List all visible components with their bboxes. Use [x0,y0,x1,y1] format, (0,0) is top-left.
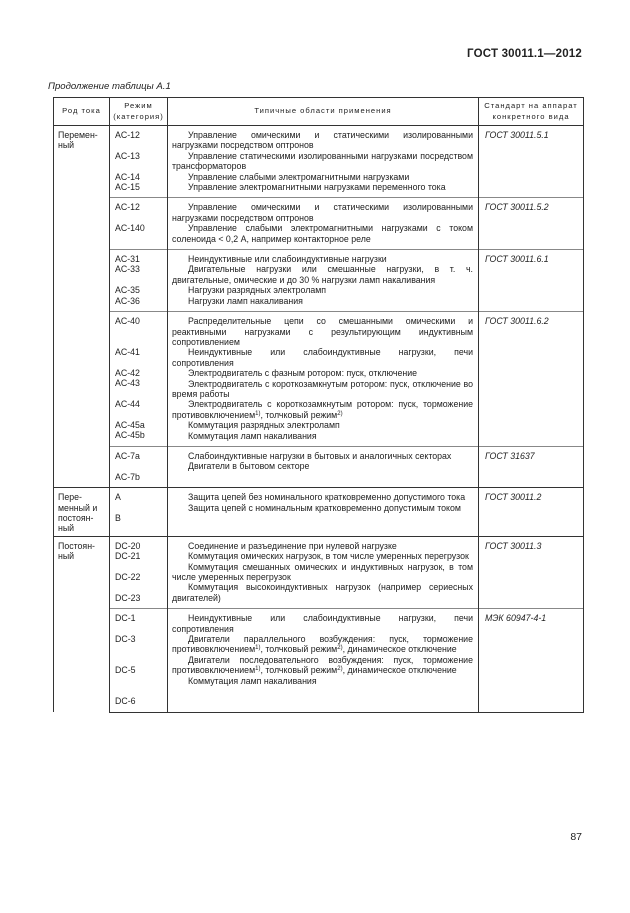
application-text: Двигатели в бытовом секторе [188,461,310,472]
category-code: DC-21 [115,551,141,562]
application-text: Управление омическими и статическими изолированными нагрузками посредством оптронов [172,202,473,223]
application-text: Неиндуктивные или слабоиндуктивные нагрузки [188,254,387,265]
category-spacer [115,326,164,336]
application-text: Электродвигатель с фазным ротором: пуск, отключение [188,368,418,379]
application-text: Неиндуктивные или слабоиндуктивные нагрузки, печи сопротивления [172,613,473,634]
application-cell [168,609,479,713]
category-spacer [115,655,164,665]
category-cell [110,609,168,713]
table-row [54,126,584,198]
standard-cell: ГОСТ 31637 [479,446,584,487]
category-spacer [115,410,164,420]
application-text: Неиндуктивные или слабоиндуктивные нагрузки, печи сопротивления [172,347,473,368]
footnote-mark: 2) [337,666,343,673]
category-code: AC-31 [115,254,140,265]
current-type-ac: Перемен- ный [54,126,110,488]
application-text-part: , толчковый режим [260,665,338,676]
category-code: AC-42 [115,368,140,379]
application-text: Коммутация смешанных омических и индуктивных нагрузок, в том числе умеренных перегрузок [172,561,473,582]
category-spacer [115,644,164,654]
category-code: AC-13 [115,150,140,161]
category-cell [110,488,168,537]
application-text: Нагрузки ламп накаливания [188,295,303,306]
application-text: Управление статическими изолированными нагрузками посредством трансформаторов [172,150,473,172]
application-text-part: , динамическое отключение [342,644,457,655]
category-code: AC-140 [115,223,145,234]
table-header-row [54,98,584,126]
application-text: Коммутация разрядных электроламп [188,420,340,431]
category-spacer [115,389,164,399]
category-spacer [115,161,164,171]
category-spacer [115,337,164,347]
application-text-part: , динамическое отключение [342,665,457,676]
application-text [172,655,473,676]
application-text: Управление слабыми электромагнитными нагрузками [188,171,410,182]
category-spacer [115,686,164,696]
application-text-part: , толчковый режим [260,409,338,420]
category-code: A [115,492,121,503]
standard-cell: МЭК 60947-4-1 [479,609,584,713]
table-row [54,488,584,537]
application-text: Коммутация высокоиндуктивных нагрузок (например сериесных двигателей) [172,582,473,603]
category-spacer [115,624,164,634]
table-row [54,250,584,312]
category-code: B [115,512,121,523]
category-cell [110,126,168,198]
application-text [172,399,473,420]
current-type-dc: Постоян- ный [54,536,110,712]
category-code: AC-33 [115,264,140,275]
category-code: AC-44 [115,399,140,410]
category-code: DC-6 [115,696,136,707]
category-cell [110,250,168,312]
standard-cell: ГОСТ 30011.5.2 [479,198,584,250]
category-code: AC-12 [115,130,140,140]
category-code: AC-41 [115,347,140,358]
table-row [54,198,584,250]
category-spacer [115,503,164,513]
application-text: Управление слабыми электромагнитными нагрузками с током соленоида < 0,2 А, например контакторное реле [172,223,473,244]
application-text: Электродвигатель с короткозамкнутым ротором: пуск, отключение во время работы [172,378,473,399]
application-cell [168,536,479,608]
application-text: Защита цепей без номинального кратковременно допустимого тока [188,492,466,503]
table-row [54,312,584,447]
footnote-mark: 2) [337,645,343,652]
category-code: DC-5 [115,665,136,676]
application-text-part: , толчковый режим [260,644,338,655]
application-text-part: Электродвигатель с короткозамкнутым ротором: пуск, торможение противовключением [172,399,473,420]
category-spacer [115,461,164,471]
application-cell [168,446,479,487]
table-row [54,609,584,713]
table-row [54,536,584,608]
standard-cell: ГОСТ 30011.3 [479,536,584,608]
category-code: AC-35 [115,285,140,296]
category-cell [110,198,168,250]
category-code: DC-1 [115,613,136,624]
application-text-part: Двигатели последовательного возбуждения: пуск, торможение противовключением [172,654,473,676]
application-cell [168,488,479,537]
application-cell [168,198,479,250]
application-text: Коммутация ламп накаливания [188,430,317,441]
application-text: Управление омическими и статическими изолированными нагрузками посредством оптронов [172,130,473,151]
category-code: AC-12 [115,202,140,213]
category-code: DC-22 [115,571,141,582]
footnote-mark: 1) [255,666,261,673]
application-text: Двигательные нагрузки или смешанные нагрузки, в т. ч. двигательные, омические и до 30 % нагрузки ламп накаливания [172,264,473,285]
application-text: Коммутация омических нагрузок, в том числе умеренных перегрузок [188,551,469,562]
application-cell [168,126,479,198]
application-text: Распределительные цепи со смешанными омическими и реактивными нагрузками с результирующим индуктивным сопротивлением [172,316,473,347]
category-spacer [115,676,164,686]
category-spacer [115,358,164,368]
application-text: Слабоиндуктивные нагрузки в бытовых и аналогичных секторах [188,450,452,461]
standard-cell: ГОСТ 30011.5.1 [479,126,584,198]
page-number: 87 [570,831,582,843]
category-code: AC-14 [115,171,140,182]
category-cell [110,312,168,447]
utilization-categories-table [53,97,584,713]
application-text: Управление электромагнитными нагрузками переменного тока [188,182,446,193]
category-cell [110,446,168,487]
application-text: Нагрузки разрядных электроламп [188,285,327,296]
application-text [172,634,473,655]
application-text-part: Двигатели параллельного возбуждения: пуск, торможение противовключением [172,634,473,655]
category-spacer [115,213,164,223]
category-code: DC-23 [115,592,141,603]
current-type-ac-dc: Пере- менный и постоян- ный [54,488,110,537]
category-code: AC-43 [115,378,140,389]
category-code: AC-45b [115,430,145,441]
category-code: AC-7a [115,450,140,461]
table-caption: Продолжение таблицы А.1 [48,81,171,92]
standard-cell: ГОСТ 30011.2 [479,488,584,537]
header-application: Типичные области применения [168,98,479,126]
table-row [54,446,584,487]
application-text: Коммутация ламп накаливания [188,675,317,686]
category-spacer [115,275,164,285]
footnote-mark: 1) [255,645,261,652]
standard-number: ГОСТ 30011.1—2012 [467,48,582,60]
header-category: Режим (категория) [110,98,168,126]
category-code: AC-40 [115,316,140,327]
standard-cell: ГОСТ 30011.6.2 [479,312,584,447]
category-spacer [115,562,164,572]
category-code: AC-15 [115,181,140,192]
category-code: DC-20 [115,540,141,551]
application-cell [168,250,479,312]
category-spacer [115,140,164,150]
category-code: AC-36 [115,295,140,306]
application-text: Соединение и разъединение при нулевой нагрузке [188,540,397,551]
header-standard: Стандарт на аппарат конкретного вида [479,98,584,126]
footnote-mark: 2) [337,410,343,417]
header-current-type: Род тока [54,98,110,126]
category-code: AC-45a [115,420,145,430]
category-spacer [115,582,164,592]
application-cell [168,312,479,447]
category-cell [110,536,168,608]
application-text: Защита цепей с номинальным кратковременно допустимым током [188,502,461,513]
category-code: DC-3 [115,633,136,644]
footnote-mark: 1) [255,410,261,417]
standard-cell: ГОСТ 30011.6.1 [479,250,584,312]
category-code: AC-7b [115,471,140,482]
